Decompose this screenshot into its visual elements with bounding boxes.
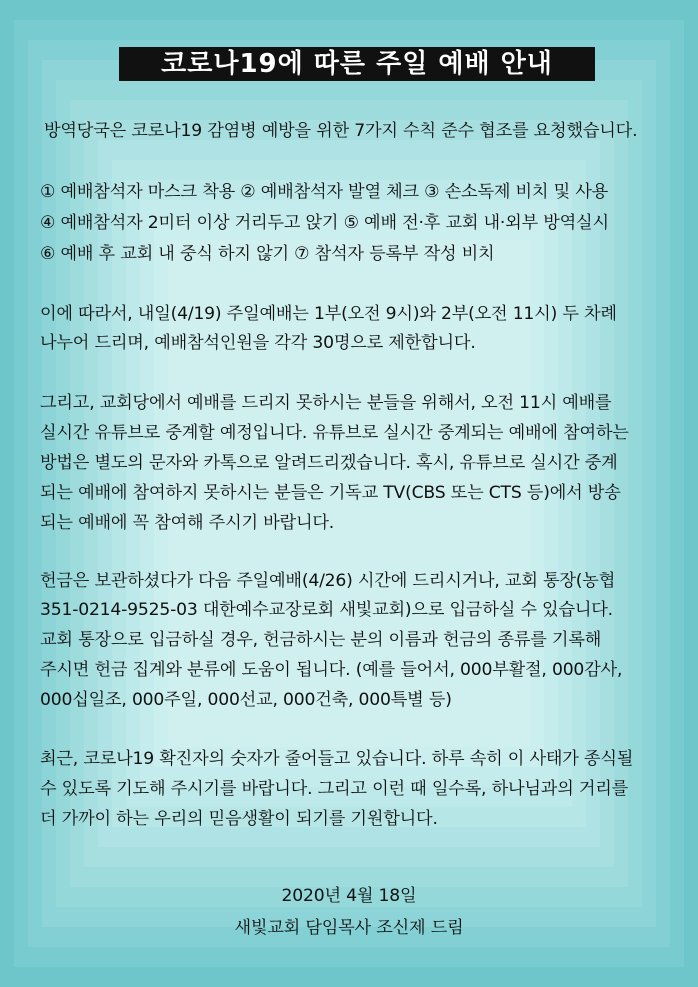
youtube-line-5: 되는 예배에 꼭 참여해 주시기 바랍니다. [40,513,335,533]
rules-line-3: ⑥ 예배 후 교회 내 중식 하지 않기 ⑦ 참석자 등록부 작성 비치 [40,244,495,264]
offering-line-4: 주시면 헌금 집계와 분류에 도움이 됩니다. (예를 들어서, 000부활절, 000감사, [40,660,623,680]
offering-line-5: 000십일조, 000주일, 000선교, 000건축, 000특별 등) [40,690,452,710]
youtube-line-4: 되는 예배에 참여하지 못하시는 분들은 기독교 TV(CBS 또는 CTS 등)에서 방송 [40,483,621,503]
schedule-line-2: 나누어 드리며, 예배참석인원을 각각 30명으로 제한합니다. [40,333,476,353]
schedule-line-1: 이에 따라서, 내일(4/19) 주일예배는 1부(오전 9시)와 2부(오전 11시) 두 차례 [40,304,617,324]
closing-line-2: 수 있도록 기도해 주시기를 바랍니다. 그리고 이런 때 일수록, 하나님과의 거리를 [40,779,629,799]
notice-signature: 새빛교회 담임목사 조신제 드림 [234,918,464,938]
youtube-line-1: 그리고, 교회당에서 예배를 드리지 못하시는 분들을 위해서, 오전 11시 예배를 [40,393,612,413]
intro-text: 방역당국은 코로나19 감염병 예방을 위한 7가지 수칙 준수 협조를 요청했습니다. [44,121,638,141]
offering-line-2: 351-0214-9525-03 대한예수교장로회 새빛교회)으로 입금하실 수 있습니다. [40,600,613,620]
notice-title: 코로나19에 따른 주일 예배 안내 [119,47,595,81]
youtube-line-2: 실시간 유튜브로 중계할 예정입니다. 유튜브로 실시간 중계되는 예배에 참여하는 [40,423,629,443]
closing-line-1: 최근, 코로나19 확진자의 숫자가 줄어들고 있습니다. 하루 속히 이 사태가 종식될 [40,749,634,769]
notice-date: 2020년 4월 18일 [281,886,417,906]
offering-line-3: 교회 통장으로 입금하실 경우, 헌금하시는 분의 이름과 헌금의 종류를 기록해 [40,630,602,650]
youtube-line-3: 방법은 별도의 문자와 카톡으로 알려드리겠습니다. 혹시, 유튜브로 실시간 중계 [40,453,618,473]
closing-line-3: 더 가까이 하는 우리의 믿음생활이 되기를 기원합니다. [40,809,438,829]
offering-line-1: 헌금은 보관하셨다가 다음 주일예배(4/26) 시간에 드리시거나, 교회 통장(농협 [40,571,616,591]
rules-line-2: ④ 예배참석자 2미터 이상 거리두고 앉기 ⑤ 예배 전·후 교회 내·외부 방역실시 [40,213,609,233]
rules-line-1: ① 예배참석자 마스크 착용 ② 예배참석자 발열 체크 ③ 손소독제 비치 및 사용 [40,182,609,202]
